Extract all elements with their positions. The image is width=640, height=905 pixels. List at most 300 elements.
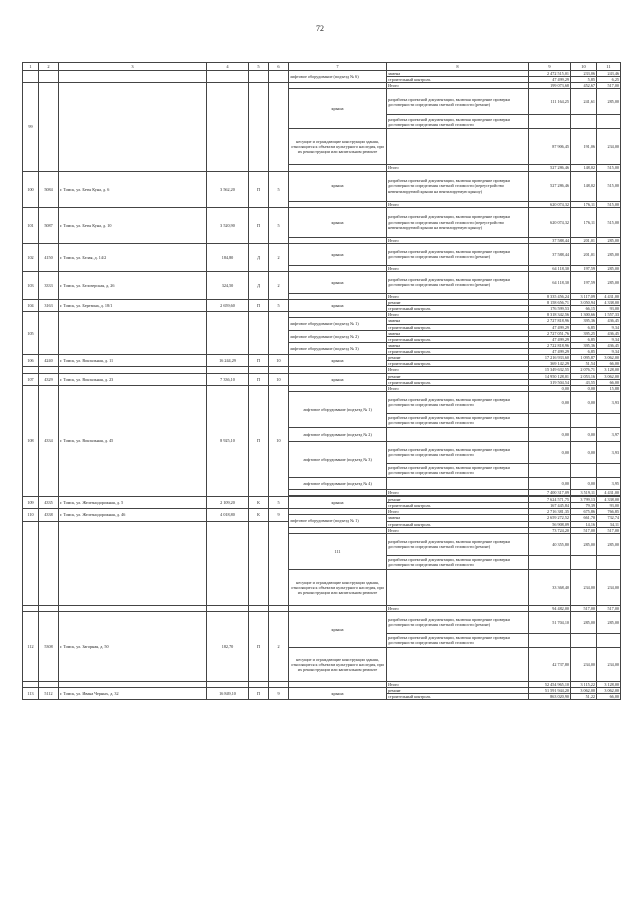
table-cell: 1 095,87	[571, 355, 597, 361]
table-cell: 0,00	[571, 441, 597, 463]
table-cell	[571, 115, 597, 129]
table-cell: крыша	[289, 611, 387, 647]
table-cell: 515,00	[597, 165, 621, 171]
table-cell: Итого	[387, 265, 529, 271]
table-cell: 9	[269, 509, 289, 521]
table-cell: 14 950 128,01	[529, 373, 571, 379]
table-cell: 0,00	[529, 477, 571, 489]
table-cell: 197,59	[571, 271, 597, 293]
table-cell: 167 445,84	[529, 503, 571, 509]
table-cell: 4 338,00	[597, 300, 621, 306]
table-cell: 4334	[39, 385, 59, 496]
table-cell	[571, 463, 597, 477]
table-cell: 5084	[39, 171, 59, 207]
table-cell	[269, 521, 289, 605]
table-cell: 234,00	[597, 129, 621, 165]
table-cell	[249, 71, 269, 83]
table-cell: 2 659,60	[207, 300, 249, 312]
table-cell: Итого	[387, 293, 529, 299]
table-cell	[59, 71, 207, 83]
table-cell: 56 908,09	[529, 521, 571, 527]
table-cell: 3 050,94	[571, 300, 597, 306]
table-cell: 285,00	[597, 271, 621, 293]
table-cell: 285,00	[597, 89, 621, 115]
table-cell: Д	[249, 243, 269, 271]
table-cell: 3,95	[597, 477, 621, 489]
table-cell: 37 588,44	[529, 237, 571, 243]
table-cell: 0,00	[529, 441, 571, 463]
table-cell: 66,15	[571, 306, 597, 312]
table-cell: 3333	[39, 271, 59, 299]
table-cell: 176 599,53	[529, 306, 571, 312]
table-cell	[597, 633, 621, 647]
table-cell: Итого	[387, 385, 529, 391]
table-cell: строительный контроль	[387, 336, 529, 342]
table-cell	[59, 83, 207, 171]
table-cell: ремонт	[387, 355, 529, 361]
table-cell	[207, 312, 249, 355]
table-cell: 3 519,11	[571, 489, 597, 495]
table-cell: 395,36	[571, 342, 597, 348]
table-cell: 452,67	[571, 83, 597, 89]
table-cell	[597, 115, 621, 129]
table-cell: 517,00	[597, 83, 621, 89]
table-cell: 5	[269, 300, 289, 312]
table-cell: 113	[23, 688, 39, 700]
table-cell: 3 799,13	[571, 497, 597, 503]
table-cell: 103	[23, 271, 39, 299]
table-cell: Итого	[387, 312, 529, 318]
table-cell: 285,00	[597, 611, 621, 633]
table-cell: 395,36	[571, 318, 597, 324]
page-number: 72	[316, 24, 324, 33]
table-cell: несущие и ограждающие конструкции здания, относящиеся к объектам культурного наследия, при их реконструкции или капитальном ремонте	[289, 569, 387, 605]
table-cell: Итого	[387, 509, 529, 515]
table-cell	[39, 312, 59, 355]
table-cell: крыша	[289, 300, 387, 312]
table-cell	[529, 413, 571, 427]
table-cell: 4338	[39, 509, 59, 521]
table-cell: 2	[269, 611, 289, 681]
table-cell: 285,00	[597, 243, 621, 265]
table-cell	[39, 521, 59, 605]
table-cell: крыша	[289, 89, 387, 129]
table-cell: строительный контроль	[387, 361, 529, 367]
table-cell: 620 074,32	[529, 201, 571, 207]
table-cell: 107	[23, 373, 39, 385]
table-cell	[269, 71, 289, 83]
table-cell	[269, 312, 289, 355]
table-row	[23, 611, 621, 633]
table-row	[23, 171, 621, 201]
table-cell: 8 158 656,71	[529, 300, 571, 306]
table-cell: 51 704,10	[529, 611, 571, 633]
table-cell: крыша	[289, 207, 387, 237]
table-cell: лифтовое оборудование (подъезд № 3)	[289, 342, 387, 354]
table-cell: строительный контроль	[387, 324, 529, 330]
table-cell: 47 499,29	[529, 349, 571, 355]
table-cell	[249, 312, 269, 355]
table-cell: г. Томск, ул. Вокзальная, д. 11	[59, 355, 207, 367]
table-cell: 51,22	[571, 694, 597, 700]
table-cell: 3 062,00	[597, 355, 621, 361]
table-cell: 3,97	[597, 427, 621, 441]
table-cell: 3 520,90	[207, 207, 249, 243]
table-cell: 16 244,29	[207, 355, 249, 367]
table-cell	[39, 83, 59, 171]
table-cell	[39, 71, 59, 83]
table-cell: 40 355,80	[529, 533, 571, 555]
table-cell: 517,00	[571, 527, 597, 533]
table-cell: 1 557,33	[597, 312, 621, 318]
column-number-row	[23, 63, 621, 71]
table-cell: 42 737,80	[529, 647, 571, 681]
table-cell: П	[249, 385, 269, 496]
table-cell: 675,86	[571, 509, 597, 515]
table-cell: 3163	[39, 300, 59, 312]
table-cell: 0,00	[571, 391, 597, 413]
table-cell: 93,00	[597, 503, 621, 509]
table-row	[23, 271, 621, 293]
table-cell	[571, 555, 597, 569]
table-cell: 9,34	[597, 336, 621, 342]
table-cell: 33 368,40	[529, 569, 571, 605]
table-cell: 66,00	[597, 379, 621, 385]
table-cell: 10	[269, 373, 289, 385]
table-cell: П	[249, 355, 269, 367]
column-number: 5	[249, 63, 269, 71]
table-cell: крыша	[289, 243, 387, 265]
table-cell: 7 400 317,09	[529, 489, 571, 495]
table-cell: лифтовое оборудование (подъезд № 2)	[289, 427, 387, 441]
table-cell: крыша	[289, 271, 387, 293]
table-cell: Итого	[387, 83, 529, 89]
table-cell: 47 499,29	[529, 336, 571, 342]
table-cell: 108	[23, 385, 39, 496]
table-cell: разработка проектной документации, включая проведение проверки достоверности определения сметной стоимости (ремонт)	[387, 533, 529, 555]
column-number: 3	[59, 63, 207, 71]
table-cell: 0,00	[529, 385, 571, 391]
table-cell: замена	[387, 318, 529, 324]
table-cell: 233,06	[571, 71, 597, 77]
table-cell: 369 142,29	[529, 361, 571, 367]
table-cell: г. Томск, ул. Вокзальная, д. 23	[59, 373, 207, 385]
table-cell: замена	[387, 71, 529, 77]
table-cell: 7 624 571,75	[529, 497, 571, 503]
table-cell: 51,54	[571, 361, 597, 367]
table-cell: 4240	[39, 355, 59, 367]
table-cell: 191,06	[571, 129, 597, 165]
table-cell: 527 286,46	[529, 171, 571, 201]
table-cell	[387, 129, 529, 165]
table-cell: 8 335 456,24	[529, 293, 571, 299]
table-cell: ремонт	[387, 300, 529, 306]
table-cell: 3 115,22	[571, 681, 597, 687]
table-cell: строительный контроль	[387, 379, 529, 385]
table-cell	[207, 71, 249, 83]
table-cell: 732,74	[597, 515, 621, 521]
table-cell: 515,00	[597, 207, 621, 237]
table-cell: 436,45	[597, 318, 621, 324]
table-cell: 6,85	[571, 324, 597, 330]
table-cell	[571, 413, 597, 427]
table-cell: разработка проектной документации, включая проведение проверки достоверности определения сметной стоимости (ремонт)	[387, 89, 529, 115]
table-cell: несущие и ограждающие конструкции здания, относящиеся к объектам культурного наследия, при их реконструкции или капитальном ремонте	[289, 129, 387, 165]
table-cell: г. Томск, ул. Вокзальная, д. 45	[59, 385, 207, 496]
table-cell: 34,11	[597, 521, 621, 527]
table-cell: 0,00	[571, 385, 597, 391]
table-cell: 5308	[39, 611, 59, 681]
table-cell: 15 349 632,55	[529, 367, 571, 373]
column-number: 9	[529, 63, 571, 71]
table-cell: ремонт	[387, 688, 529, 694]
table-cell: крыша	[289, 688, 387, 700]
table-cell: П	[249, 207, 269, 243]
table-cell: г. Томск, ул. Белая, д. 14/2	[59, 243, 207, 271]
table-cell: г. Томск, ул. Березина, д. 18/1	[59, 300, 207, 312]
table-cell	[571, 633, 597, 647]
table-cell: 8 925,10	[207, 385, 249, 496]
table-cell: разработка проектной документации, включая проведение проверки достоверности определения сметной стоимости (ремонт)	[387, 243, 529, 265]
table-cell: 2 727 051,76	[529, 330, 571, 336]
table-cell: 4 018,80	[207, 509, 249, 521]
table-cell: 234,00	[571, 647, 597, 681]
table-cell	[529, 633, 571, 647]
table-cell: лифтовое оборудование (подъезд № 1)	[289, 391, 387, 427]
table-cell	[59, 521, 207, 605]
table-cell: 9,34	[597, 324, 621, 330]
table-cell: 285,00	[597, 533, 621, 555]
table-cell: крыша	[289, 373, 387, 385]
table-cell: П	[249, 373, 269, 385]
table-cell: 106	[23, 355, 39, 367]
table-cell	[387, 569, 529, 605]
table-cell: 3 562,20	[207, 171, 249, 207]
table-cell: 37 588,44	[529, 243, 571, 265]
table-cell: Итого	[387, 237, 529, 243]
table-cell: 2 109,20	[207, 497, 249, 509]
table-row	[23, 243, 621, 265]
table-cell: г. Томск, ул. Беты Куна, д. 10	[59, 207, 207, 243]
table-cell: г. Томск, ул. Ивана Черных, д. 32	[59, 688, 207, 700]
table-cell: К	[249, 509, 269, 521]
table-cell: 111	[289, 533, 387, 569]
table-cell: 5112	[39, 688, 59, 700]
table-cell: ремонт	[387, 497, 529, 503]
table-cell: 285,00	[597, 265, 621, 271]
table-cell: 6,85	[571, 349, 597, 355]
table-cell: 6,25	[597, 77, 621, 83]
table-cell: лифтовое оборудование (подъезд № 1)	[289, 515, 387, 527]
table-cell: строительный контроль	[387, 349, 529, 355]
table-cell: г. Томск, ул. Загорная, д. 50	[59, 611, 207, 681]
table-cell: 7 336,10	[207, 373, 249, 385]
table-cell: 5,85	[571, 77, 597, 83]
table-cell: 5	[269, 171, 289, 207]
table-cell: 199 073,68	[529, 83, 571, 89]
table-cell	[387, 647, 529, 681]
column-number: 7	[289, 63, 387, 71]
table-cell: крыша	[289, 171, 387, 201]
table-cell: 176,11	[571, 207, 597, 237]
table-cell: 2 659 272,52	[529, 515, 571, 521]
table-cell: лифтовое оборудование (подъезд № 6)	[289, 71, 387, 83]
table-cell: 4 431,00	[597, 489, 621, 495]
table-cell: 0,00	[571, 477, 597, 489]
table-cell: 234,00	[571, 569, 597, 605]
table-cell: Итого	[387, 489, 529, 495]
table-cell	[207, 521, 249, 605]
table-cell: 319 504,54	[529, 379, 571, 385]
table-cell: 148,02	[571, 165, 597, 171]
table-cell: 73 724,20	[529, 527, 571, 533]
table-cell: 285,00	[571, 533, 597, 555]
capital-repair-table	[22, 62, 621, 700]
table-cell: 9,34	[597, 349, 621, 355]
table-cell: 17 216 933,60	[529, 355, 571, 361]
table-cell	[597, 555, 621, 569]
table-cell: К	[249, 497, 269, 509]
table-cell: 176,11	[571, 201, 597, 207]
table-cell: П	[249, 688, 269, 700]
table-cell: 324,50	[207, 271, 249, 299]
table-cell: 436,45	[597, 330, 621, 336]
table-cell: 110	[23, 509, 39, 521]
table-cell: 2	[269, 271, 289, 299]
table-cell: П	[249, 171, 269, 207]
table-cell: 47 499,29	[529, 77, 571, 83]
table-cell: 3 128,00	[597, 367, 621, 373]
table-cell	[597, 413, 621, 427]
table-cell: строительный контроль	[387, 306, 529, 312]
table-cell: 93,00	[597, 306, 621, 312]
table-cell: 3,93	[597, 391, 621, 413]
table-cell: 517,00	[597, 527, 621, 533]
table-cell: 285,00	[597, 237, 621, 243]
table-cell: 241,61	[571, 89, 597, 115]
table-cell: 620 074,32	[529, 207, 571, 237]
table-cell: 2 722 818,96	[529, 342, 571, 348]
table-cell: ремонт	[387, 373, 529, 379]
table-cell: Итого	[387, 201, 529, 207]
table-cell	[529, 115, 571, 129]
table-cell: Итого	[387, 527, 529, 533]
column-number: 2	[39, 63, 59, 71]
column-number: 8	[387, 63, 529, 71]
table-cell: 104	[23, 300, 39, 312]
table-cell: 201,01	[571, 243, 597, 265]
table-cell: 527 286,46	[529, 165, 571, 171]
table-cell	[59, 312, 207, 355]
table-cell: 6,85	[571, 336, 597, 342]
table-cell: разработка проектной документации, включая проведение проверки достоверности определения сметной стоимости	[387, 413, 529, 427]
table-cell: крыша	[289, 497, 387, 509]
table-cell: 79,39	[571, 503, 597, 509]
table-cell: 3 128,00	[597, 681, 621, 687]
column-number: 10	[571, 63, 597, 71]
table-cell: 43,55	[571, 379, 597, 385]
table-cell: 184,80	[207, 243, 249, 271]
table-cell: 66,00	[597, 694, 621, 700]
table-cell: несущие и ограждающие конструкции здания, относящиеся к объектам культурного наследия, при их реконструкции или капитальном ремонте	[289, 647, 387, 681]
table-cell: 3 117,09	[571, 293, 597, 299]
table-cell: 4 431,00	[597, 293, 621, 299]
table-cell	[207, 83, 249, 171]
table-cell: 99	[23, 83, 39, 171]
table-cell: крыша	[289, 355, 387, 367]
table-cell: 52 454 965,10	[529, 681, 571, 687]
table-cell: 101	[23, 207, 39, 243]
table-cell: 515,00	[597, 201, 621, 207]
table-cell: 10	[269, 355, 289, 367]
table-cell: разработка проектной документации, включая проведение проверки достоверности определения сметной стоимости	[387, 463, 529, 477]
table-cell: 2 076,71	[571, 367, 597, 373]
table-cell: 1 300,66	[571, 312, 597, 318]
table-cell: разработка проектной документации, включая проведение проверки достоверности определения сметной стоимости	[387, 633, 529, 647]
table-cell: 105	[23, 312, 39, 355]
table-cell: 102	[23, 243, 39, 271]
table-cell: 4335	[39, 497, 59, 509]
table-cell: 47 499,29	[529, 324, 571, 330]
table-cell: 0,00	[571, 427, 597, 441]
table-cell	[23, 521, 39, 605]
table-cell: 515,00	[597, 171, 621, 201]
table-cell: 234,00	[597, 569, 621, 605]
table-cell: Итого	[387, 367, 529, 373]
table-cell: 64 118,30	[529, 265, 571, 271]
table-cell: замена	[387, 330, 529, 336]
table-cell: 0,00	[529, 427, 571, 441]
table-cell	[387, 427, 529, 441]
table-cell: 766,85	[597, 509, 621, 515]
table-cell: 3 062,00	[597, 688, 621, 694]
table-cell: 4329	[39, 373, 59, 385]
table-cell: 4150	[39, 243, 59, 271]
table-cell: 64 118,30	[529, 271, 571, 293]
table-cell: 9	[269, 688, 289, 700]
table-cell: 5	[269, 207, 289, 243]
table-cell: 3,93	[597, 441, 621, 463]
table-cell: 863 020,90	[529, 694, 571, 700]
table-cell: 109	[23, 497, 39, 509]
table-cell: 2 053,16	[571, 373, 597, 379]
table-cell: разработка проектной документации, включая проведение проверки достоверности определения сметной стоимости	[387, 115, 529, 129]
table-cell: 243,46	[597, 71, 621, 77]
table-cell: замена	[387, 342, 529, 348]
table-cell: 16 849,10	[207, 688, 249, 700]
table-cell: 2	[269, 243, 289, 271]
table-cell: г. Томск, ул. Железнодорожная, д. 5	[59, 497, 207, 509]
table-cell: г. Томск, ул. Железнодорожная, д. 46	[59, 509, 207, 521]
table-cell	[249, 83, 269, 171]
table-cell: 661,70	[571, 515, 597, 521]
table-cell: 2 716 381,35	[529, 509, 571, 515]
table-cell: разработка проектной документации, включая проведение проверки достоверности определения сметной стоимости (ремонт)	[387, 271, 529, 293]
table-cell: лифтовое оборудование (подъезд № 4)	[289, 477, 387, 489]
table-cell: 51 591 944,20	[529, 688, 571, 694]
table-cell: 5	[269, 497, 289, 509]
table-cell	[597, 463, 621, 477]
table-cell: 395,25	[571, 330, 597, 336]
table-cell: П	[249, 300, 269, 312]
table-cell: Д	[249, 271, 269, 299]
table-cell: лифтовое оборудование (подъезд № 1)	[289, 318, 387, 330]
table-cell: 4 338,00	[597, 497, 621, 503]
table-cell: 2 727 818,96	[529, 318, 571, 324]
table-cell: П	[249, 611, 269, 681]
table-cell: замена	[387, 515, 529, 521]
table-cell: 94 482,00	[529, 605, 571, 611]
